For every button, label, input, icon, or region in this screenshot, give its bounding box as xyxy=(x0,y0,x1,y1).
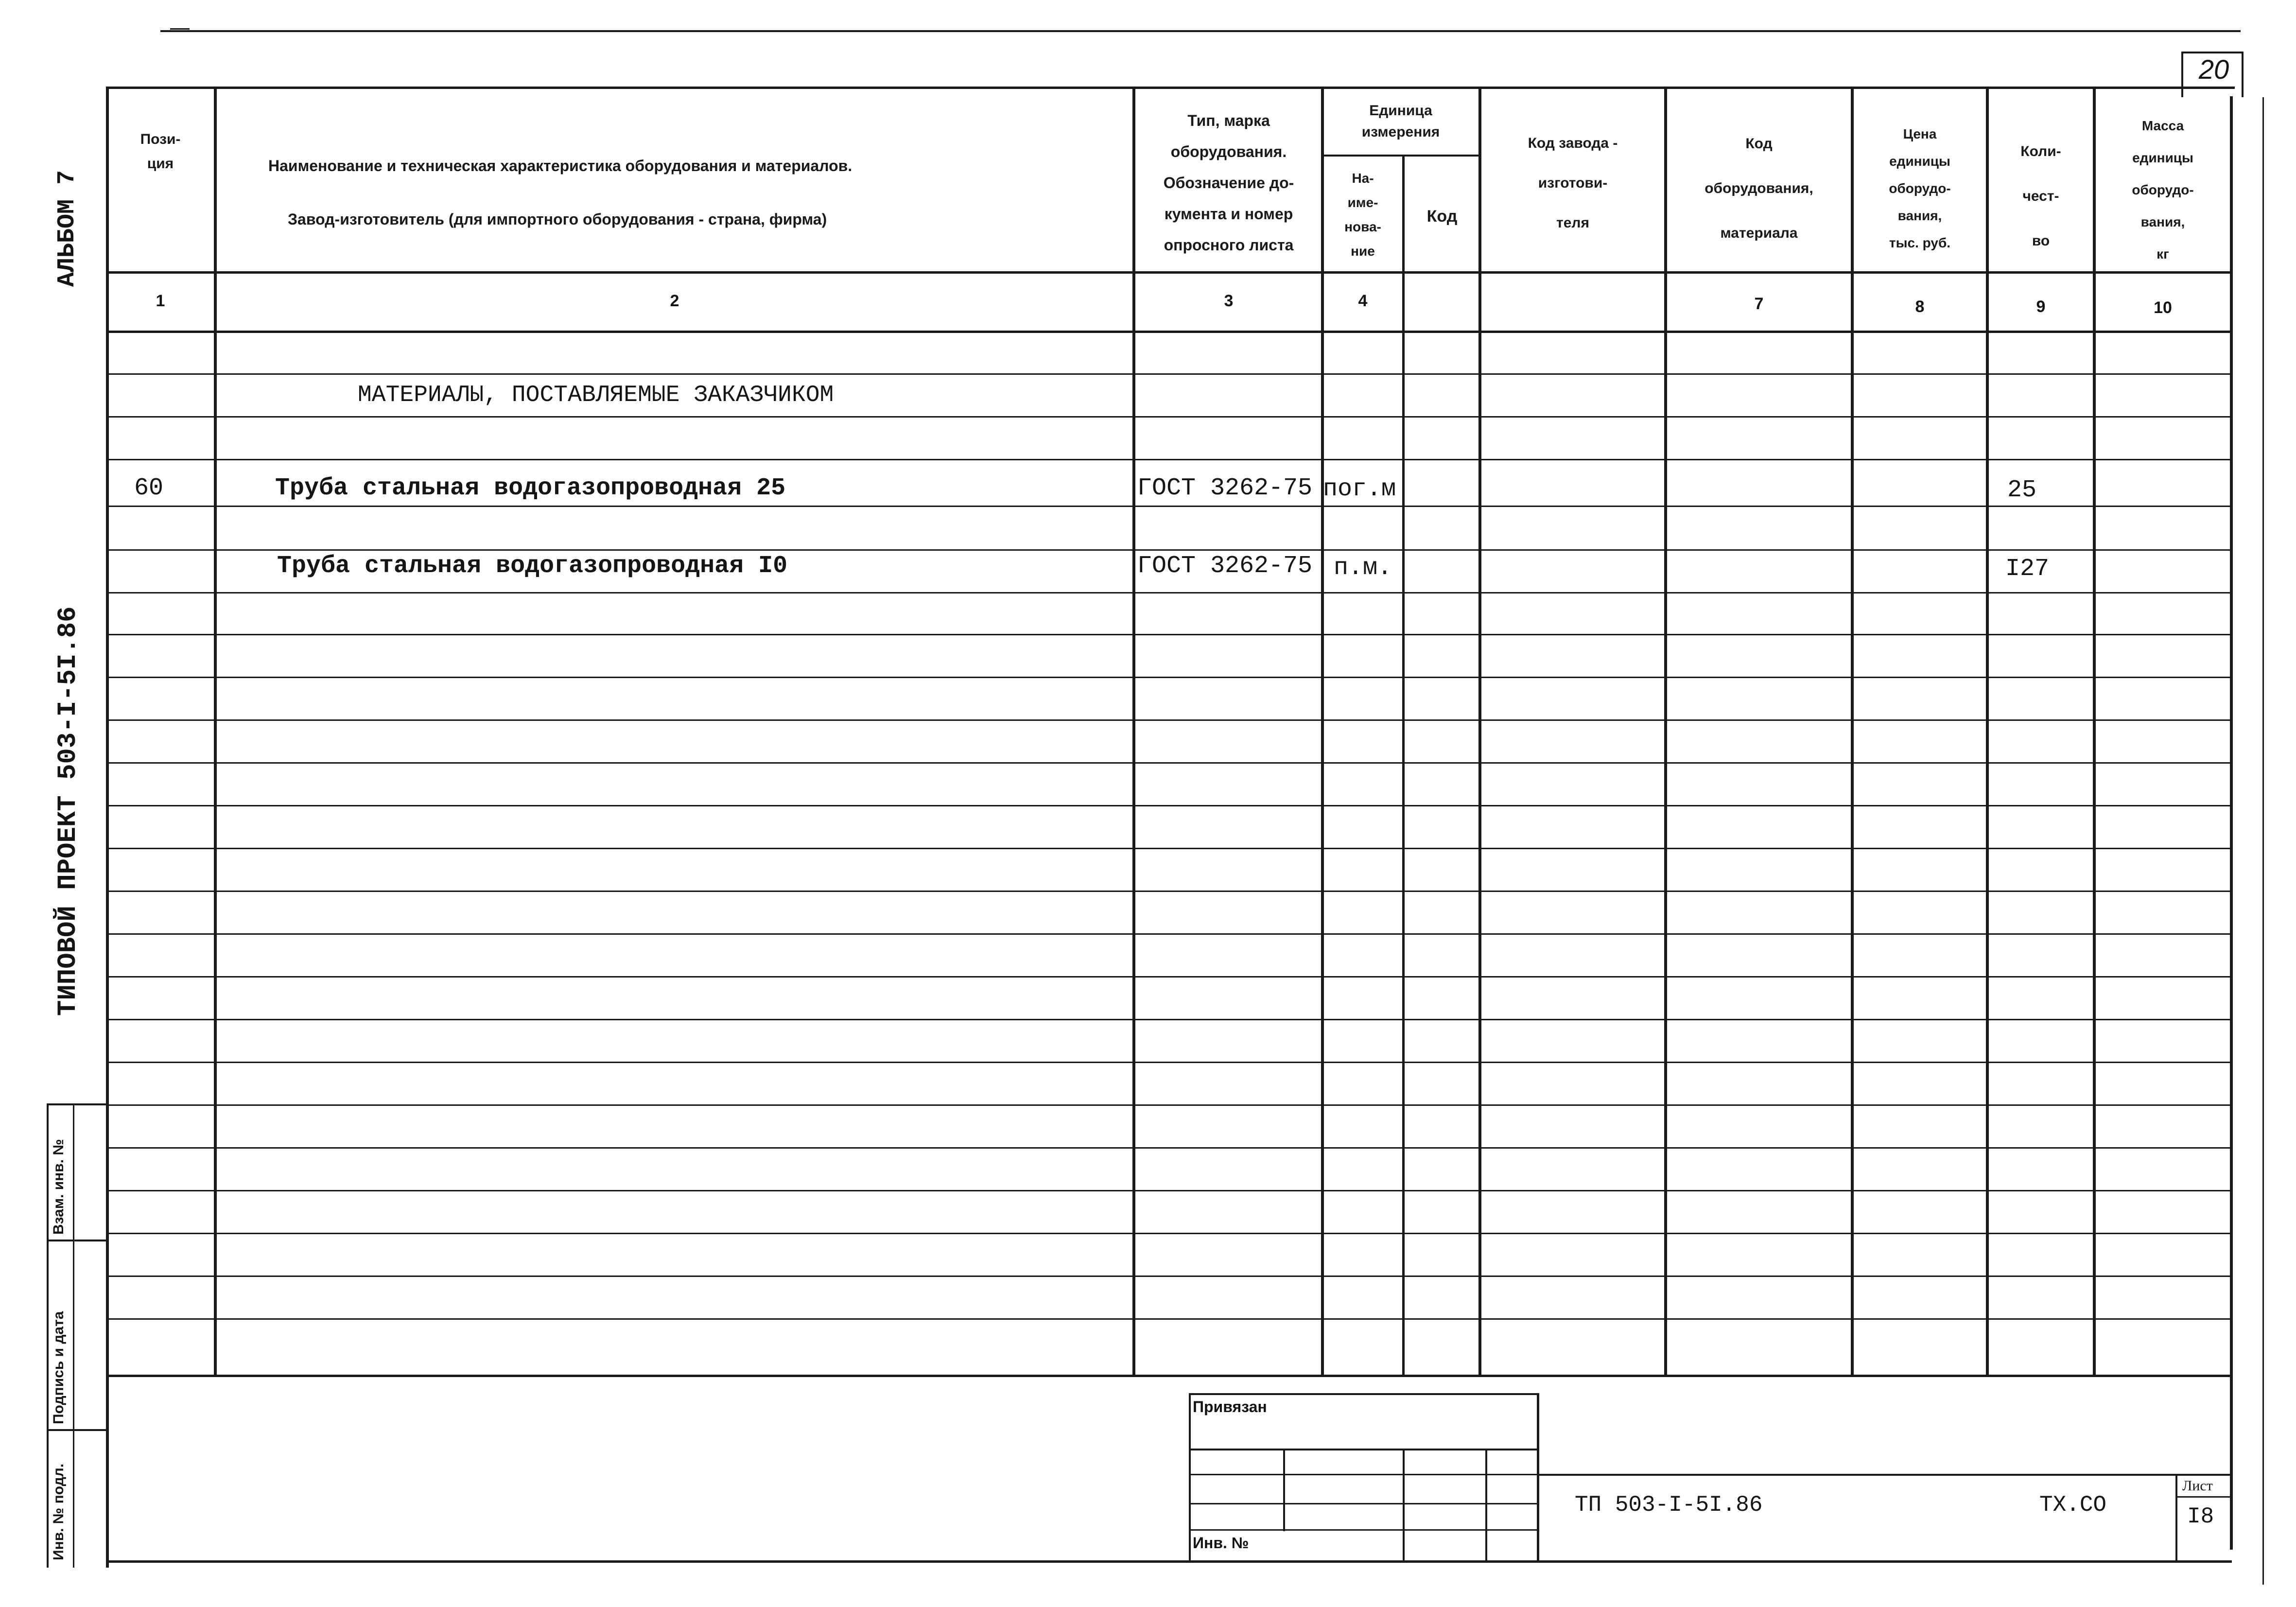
row1-unit: пог.м xyxy=(1323,475,1396,503)
stamp-strip-left xyxy=(47,1103,49,1568)
col-line-7 xyxy=(1851,87,1854,1377)
header-col1: Пози- ция xyxy=(140,131,181,172)
row1-doc: ГОСТ 3262-75 xyxy=(1137,474,1313,502)
stamp-inv: Инв. № xyxy=(1193,1534,1249,1552)
row1-pos: 60 xyxy=(134,474,164,502)
header-col2: Наименование и техническая характеристика оборудования и материалов. Завод-изготовитель (для импортного оборудования - страна, фирма) xyxy=(268,157,852,228)
header-col8: Цена единицы оборудо- вания, тыс. руб. xyxy=(1889,126,1951,250)
col-line-1 xyxy=(214,87,217,1377)
stamp-label-inv: Инв. № подл. xyxy=(51,1463,67,1560)
col-line-2 xyxy=(1132,87,1135,1377)
colnum-10: 10 xyxy=(2154,298,2172,317)
colnum-1: 1 xyxy=(156,292,165,310)
project-label: ТИПОВОЙ ПРОЕКТ 503-I-5I.86 xyxy=(53,606,83,1016)
col-line-9 xyxy=(2093,87,2096,1377)
colnum-8: 8 xyxy=(1915,297,1925,316)
top-border-dash xyxy=(170,28,190,30)
colnum-bottom xyxy=(107,331,2231,333)
stamp-strip-sep3 xyxy=(47,1429,107,1431)
stamp-strip-sep1 xyxy=(47,1103,107,1105)
table-bottom xyxy=(106,1375,2231,1377)
stamp-label-zam: Взам. инв. № xyxy=(51,1139,67,1235)
unit-header-split xyxy=(1322,155,1479,157)
header-unit-name: На- име- нова- ние xyxy=(1344,171,1381,259)
header-col6: Код завода - изготови- теля xyxy=(1528,135,1618,231)
stamp-strip-sep2 xyxy=(47,1240,107,1241)
top-border-line xyxy=(160,30,2241,32)
colnum-4: 4 xyxy=(1358,292,1368,310)
row2-name: Труба стальная водогазопроводная I0 xyxy=(277,552,788,580)
header-unit-code: Код xyxy=(1426,207,1458,226)
col-line-8 xyxy=(1986,87,1989,1377)
frame-right xyxy=(2230,96,2233,1550)
header-col9: Коли- чест- во xyxy=(2020,143,2061,249)
stamp-list-label: Лист xyxy=(2182,1478,2213,1494)
section-title: МАТЕРИАЛЫ, ПОСТАВЛЯЕМЫЕ ЗАКАЗЧИКОМ xyxy=(358,382,834,408)
header-unit: Единица измерения xyxy=(1361,103,1440,140)
stamp-code: ТП 503-I-5I.86 xyxy=(1575,1492,1763,1518)
album-label: АЛЬБОМ 7 xyxy=(53,170,81,287)
table-top xyxy=(106,87,2235,89)
col-line-5 xyxy=(1478,87,1481,1377)
stamp-label-sign: Подпись и дата xyxy=(51,1311,67,1424)
stamp-tx: ТХ.СО xyxy=(2039,1492,2107,1518)
row1-name: Труба стальная водогазопроводная 25 xyxy=(275,474,786,502)
colnum-2: 2 xyxy=(670,292,679,310)
row2-qty: I27 xyxy=(2005,555,2050,583)
row2-unit: п.м. xyxy=(1334,554,1392,582)
col-line-3 xyxy=(1321,87,1324,1377)
header-col7: Код оборудования, материала xyxy=(1705,136,1813,241)
colnum-9: 9 xyxy=(2036,297,2046,316)
header-bottom xyxy=(107,271,2231,274)
header-col10: Масса единицы оборудо- вания, кг xyxy=(2132,118,2194,262)
frame-bottom xyxy=(107,1560,2232,1563)
colnum-3: 3 xyxy=(1224,292,1234,310)
stamp-strip-inner xyxy=(73,1103,74,1568)
header-col3: Тип, марка оборудования. Обозначение до- кумента и номер опросного листа xyxy=(1163,112,1294,254)
col-line-4 xyxy=(1402,156,1405,1377)
right-outer-vline xyxy=(2262,97,2264,1585)
col-line-6 xyxy=(1664,87,1667,1377)
row2-doc: ГОСТ 3262-75 xyxy=(1137,552,1313,580)
row1-qty: 25 xyxy=(2007,476,2037,504)
stamp-privyazan: Привязан xyxy=(1193,1398,1267,1415)
colnum-7: 7 xyxy=(1754,295,1764,313)
page-number: 20 xyxy=(2198,54,2229,85)
stamp-list-value: I8 xyxy=(2187,1504,2214,1529)
